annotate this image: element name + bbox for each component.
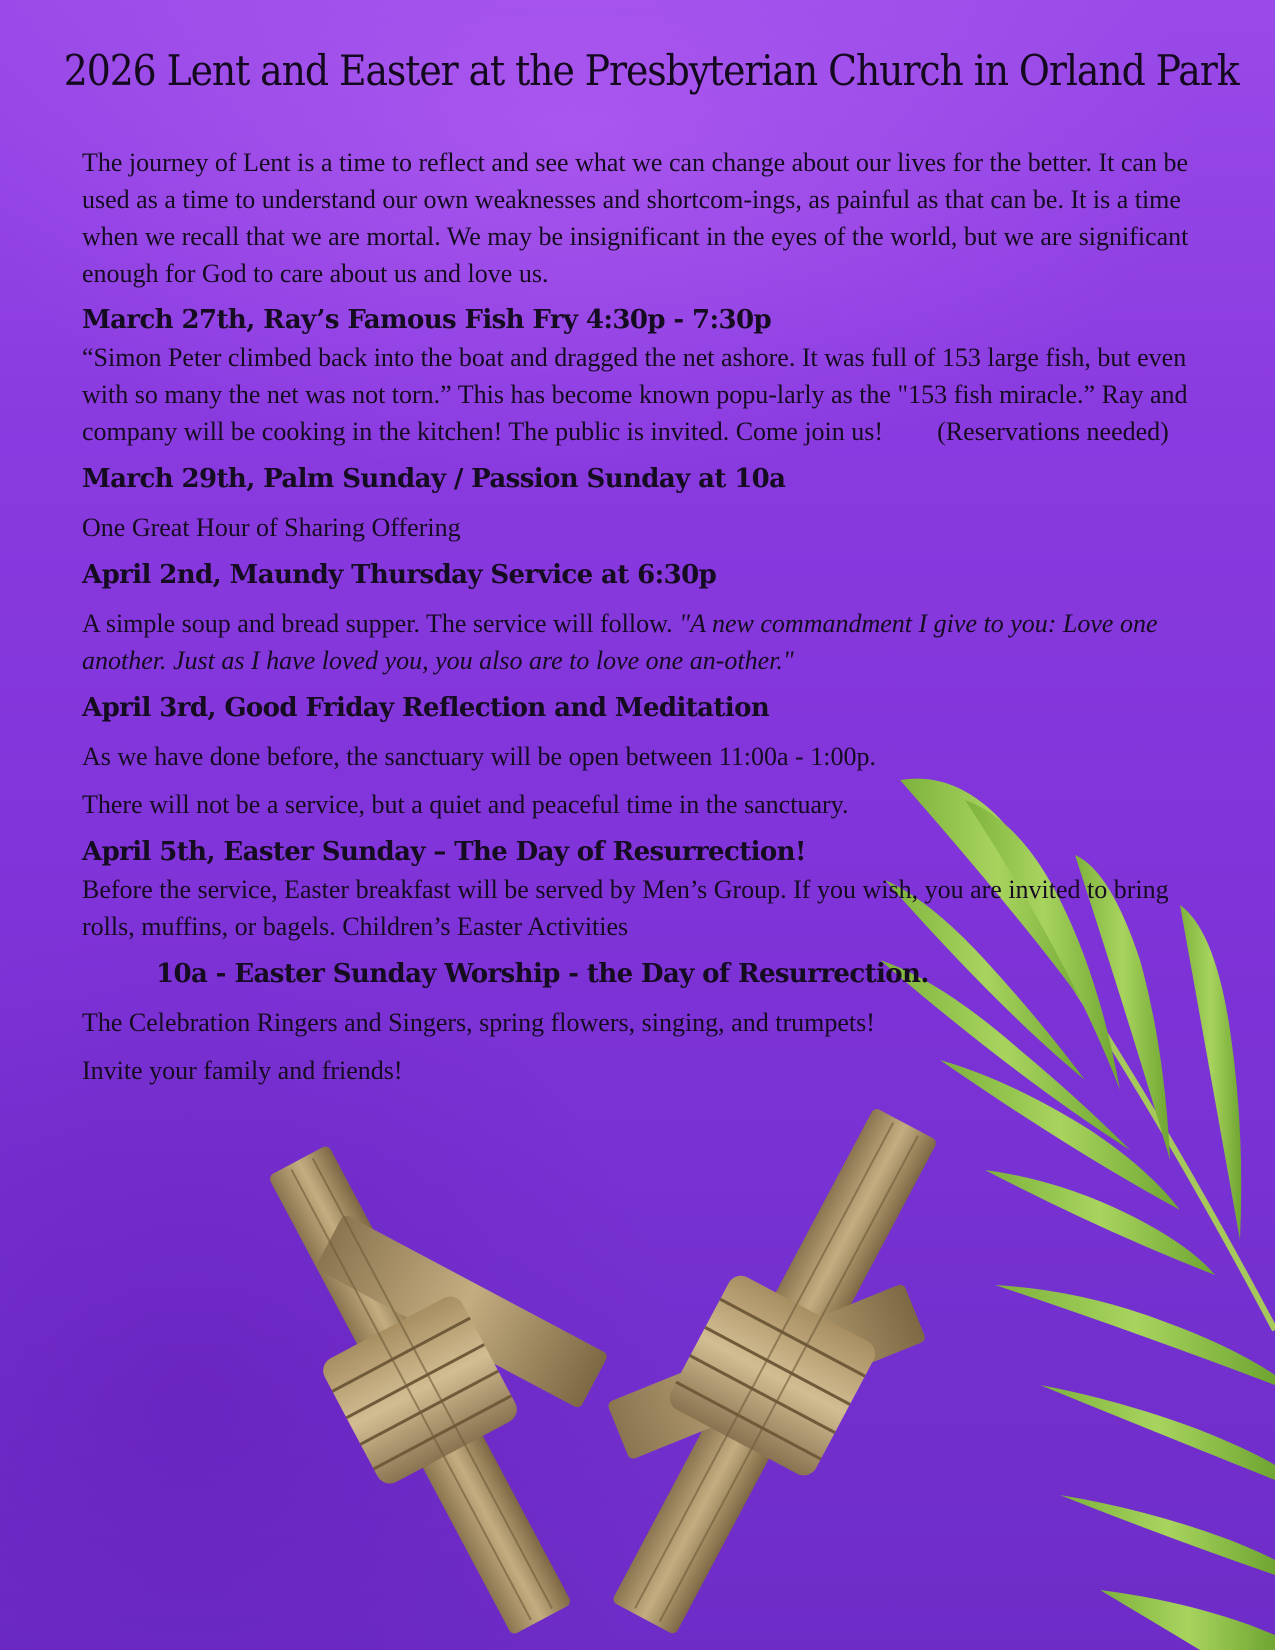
flyer-content bbox=[82, 144, 1202, 1089]
invite-text: Invite your family and friends! bbox=[82, 1056, 403, 1085]
commandment-quote: "A new commandment I give to you: Love one another. Just as I have loved you, you also are to love one an-other." bbox=[82, 609, 1158, 675]
good-friday-hours: As we have done before, the sanctuary will be open between 11:00a - 1:00p. bbox=[82, 742, 876, 771]
fish-fry-description bbox=[82, 339, 1202, 450]
palm-sunday-heading: March 29th, Palm Sunday / Passion Sunday at 10a bbox=[82, 464, 786, 494]
reservation-note: (Reservations needed) bbox=[937, 417, 1169, 446]
maundy-thursday-text: A simple soup and bread supper. The service will follow. bbox=[82, 609, 673, 638]
intro-paragraph: The journey of Lent is a time to reflect and see what we can change about our lives for the better. It can be used as a time to understand our own weaknesses and shortcom-ings, as painful as that can be. It is a time when we recall that we are mortal. We may be insignificant in the eyes of the world, but we are significant enough for God to care about us and love us. bbox=[82, 148, 1189, 288]
easter-worship-heading: 10a - Easter Sunday Worship - the Day of Resurrection. bbox=[156, 959, 929, 989]
good-friday-heading: April 3rd, Good Friday Reflection and Meditation bbox=[82, 693, 770, 723]
easter-heading: April 5th, Easter Sunday – The Day of Resurrection! bbox=[82, 837, 806, 867]
fish-fry-heading: March 27th, Ray’s Famous Fish Fry 4:30p - 7:30p bbox=[82, 305, 772, 335]
fish-fry-text: “Simon Peter climbed back into the boat and dragged the net ashore. It was full of 153 large fish, but even with so many the net was not torn.” This has become known popu-larly as the "153 fish miracle.” Ray and company will be cooking in the kitchen! The public is invited. Come join us! bbox=[82, 343, 1188, 446]
page-title: 2026 Lent and Easter at the Presbyterian Church in Orland Park bbox=[63, 46, 1239, 95]
easter-music-text: The Celebration Ringers and Singers, spring flowers, singing, and trumpets! bbox=[82, 1008, 875, 1037]
maundy-thursday-description bbox=[82, 605, 1202, 679]
maundy-thursday-heading: April 2nd, Maundy Thursday Service at 6:30p bbox=[82, 560, 717, 590]
easter-breakfast-text: Before the service, Easter breakfast will be served by Men’s Group. If you wish, you are invited to bring rolls, muffins, or bagels. Children’s Easter Activities bbox=[82, 875, 1169, 941]
good-friday-note: There will not be a service, but a quiet and peaceful time in the sanctuary. bbox=[82, 790, 849, 819]
palm-sunday-text: One Great Hour of Sharing Offering bbox=[82, 513, 461, 542]
